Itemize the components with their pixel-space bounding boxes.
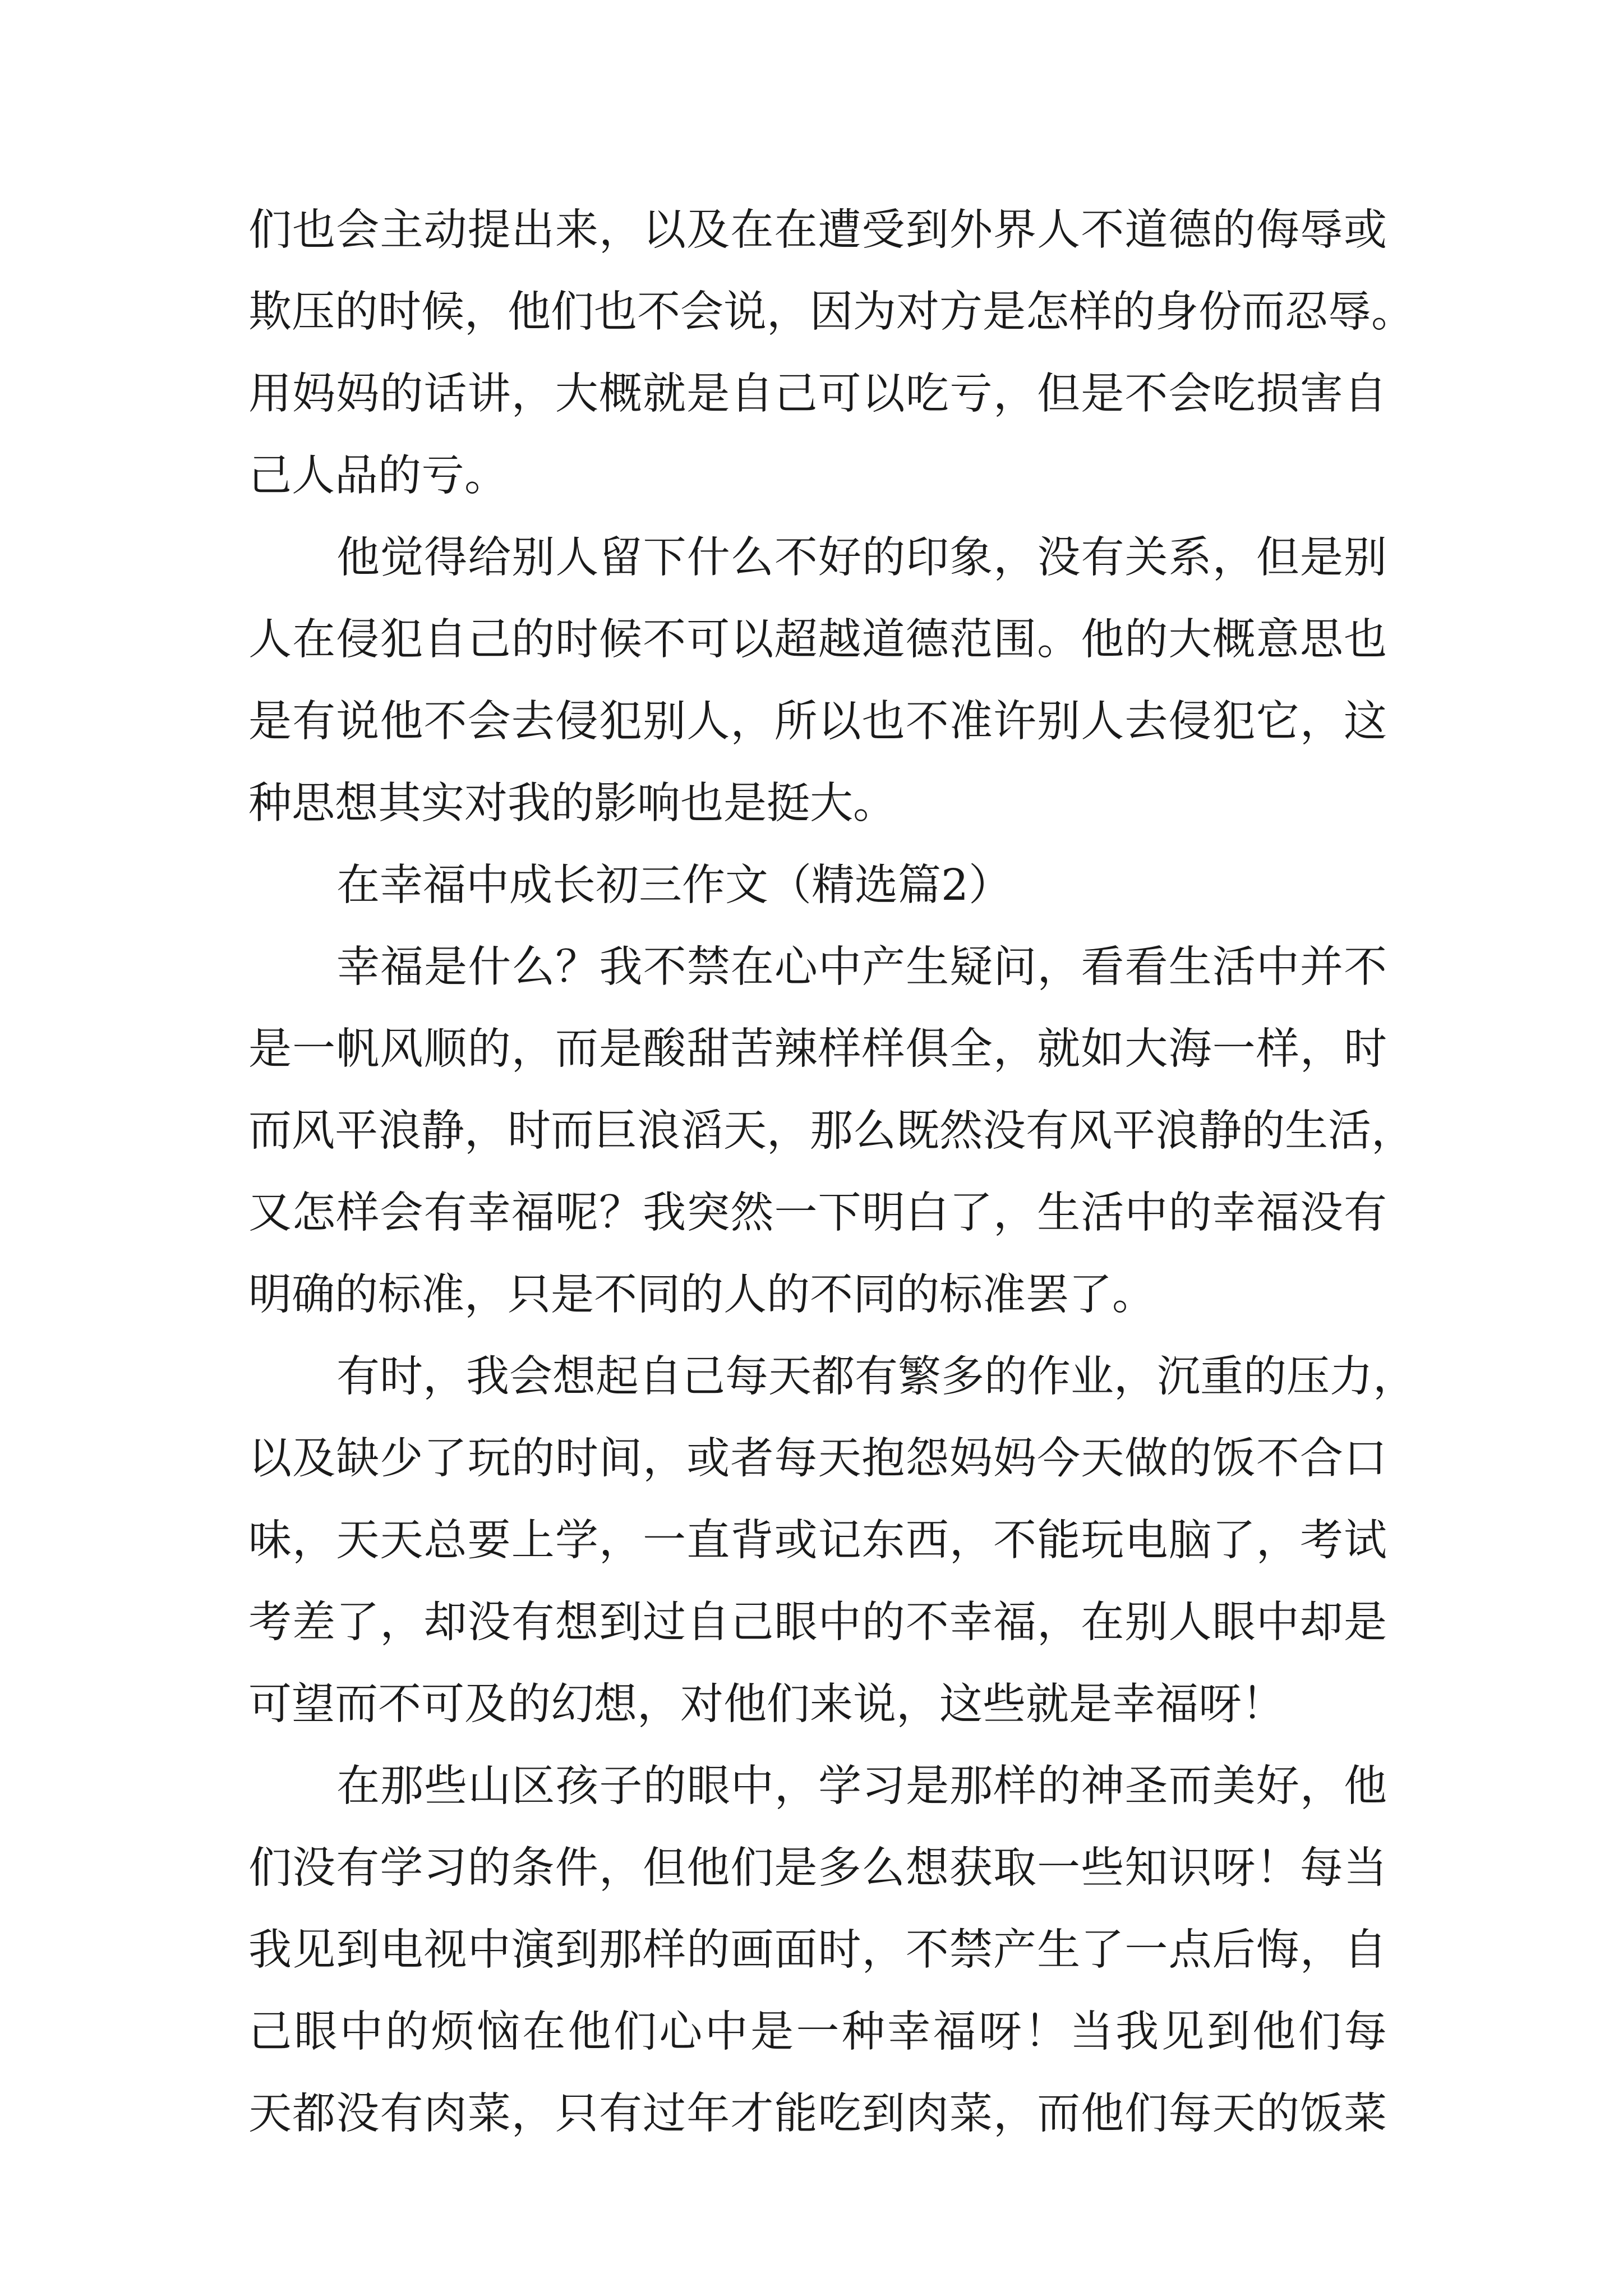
text-line: 己眼中的烦恼在他们心中是一种幸福呀！当我见到他们每 (248, 2007, 1387, 2057)
text-line: 他觉得给别人留下什么不好的印象，没有关系，但是别 (336, 533, 1387, 583)
text-line: 是一帆风顺的，而是酸甜苦辣样样俱全，就如大海一样，时 (248, 1024, 1387, 1074)
text-line: 己人品的亏。 (248, 451, 508, 501)
text-line: 种思想其实对我的影响也是挺大。 (248, 779, 896, 829)
text-line: 天都没有肉菜，只有过年才能吃到肉菜，而他们每天的饭菜 (248, 2089, 1387, 2139)
text-line: 而风平浪静，时而巨浪滔天，那么既然没有风平浪静的生活， (248, 1106, 1414, 1156)
text-line: 可望而不可及的幻想，对他们来说，这些就是幸福呀！ (248, 1680, 1285, 1729)
section-heading: 在幸福中成长初三作文（精选篇2） (336, 861, 1012, 910)
text-line: 考差了，却没有想到过自己眼中的不幸福，在别人眼中却是 (248, 1598, 1387, 1648)
text-line: 又怎样会有幸福呢？我突然一下明白了，生活中的幸福没有 (248, 1188, 1387, 1238)
text-line: 是有说他不会去侵犯别人，所以也不准许别人去侵犯它，这 (248, 697, 1387, 747)
text-line: 们没有学习的条件，但他们是多么想获取一些知识呀！每当 (248, 1843, 1387, 1893)
text-line: 以及缺少了玩的时间，或者每天抱怨妈妈今天做的饭不合口 (248, 1434, 1387, 1484)
text-line: 人在侵犯自己的时候不可以超越道德范围。他的大概意思也 (248, 615, 1387, 665)
text-line: 我见到电视中演到那样的画面时，不禁产生了一点后悔，自 (248, 1925, 1387, 1975)
text-line: 们也会主动提出来，以及在在遭受到外界人不道德的侮辱或 (248, 205, 1387, 255)
text-line: 用妈妈的话讲，大概就是自己可以吃亏，但是不会吃损害自 (248, 369, 1387, 419)
text-line: 在那些山区孩子的眼中，学习是那样的神圣而美好，他 (336, 1761, 1387, 1811)
text-line: 明确的标准，只是不同的人的不同的标准罢了。 (248, 1270, 1155, 1320)
text-line: 幸福是什么？我不禁在心中产生疑问，看看生活中并不 (336, 942, 1387, 992)
text-line: 欺压的时候，他们也不会说，因为对方是怎样的身份而忍辱。 (248, 287, 1414, 337)
text-line: 有时，我会想起自己每天都有繁多的作业，沉重的压力， (336, 1352, 1416, 1402)
text-line: 味，天天总要上学，一直背或记东西，不能玩电脑了，考试 (248, 1516, 1387, 1566)
